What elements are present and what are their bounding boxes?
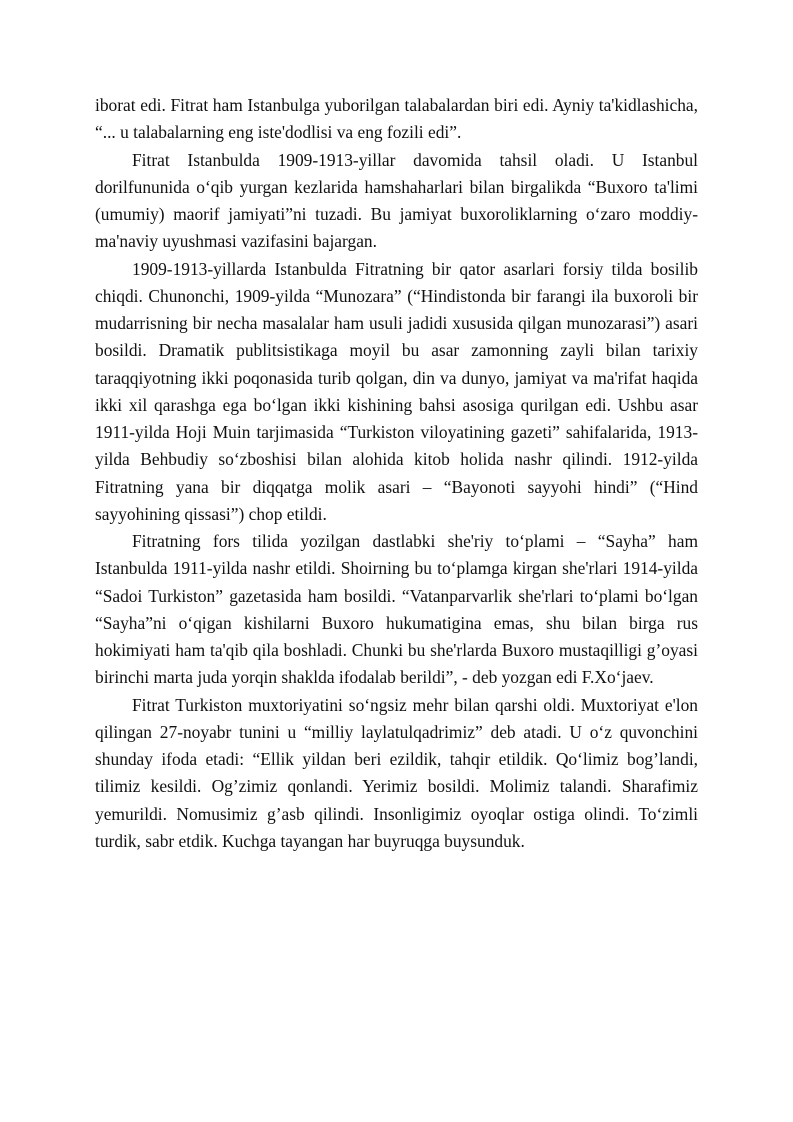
document-page <box>95 92 698 855</box>
paragraph-1: iborat edi. Fitrat ham Istanbulga yuborilgan talabalardan biri edi. Ayniy ta'kidlashicha, “... u talabalarning eng iste'dodlisi va eng fozili edi”. <box>95 95 698 143</box>
paragraph-4: Fitratning fors tilida yozilgan dastlabki she'riy toʻplami – “Sayha” ham Istanbulda 1911-yilda nashr etildi. Shoirning bu toʻplamga kirgan she'rlari 1914-yilda “Sadoi Turkiston” gazetasida ham bosildi. “Vatanparvarlik she'rlari toʻplami boʻlgan “Sayha”ni oʻqigan kishilarni Buxoro hukumatigina emas, shu bilan birga rus hokimiyati ham ta'qib qila boshladi. Chunki bu she'rlarda Buxoro mustaqilligi g’oyasi birinchi marta juda yorqin shaklda ifodalab berildi”, - deb yozgan edi F.Xoʻjaev. <box>95 531 698 688</box>
paragraph-2: Fitrat Istanbulda 1909-1913-yillar davomida tahsil oladi. U Istanbul dorilfununida oʻqib yurgan kezlarida hamshaharlari bilan birgalikda “Buxoro ta'limi (umumiy) maorif jamiyati”ni tuzadi. Bu jamiyat buxoroliklarning oʻzaro moddiy-ma'naviy uyushmasi vazifasini bajargan. <box>95 149 698 252</box>
paragraph-3: 1909-1913-yillarda Istanbulda Fitratning bir qator asarlari forsiy tilda bosilib chiqdi. Chunonchi, 1909-yilda “Munozara” (“Hindistonda bir farangi ila buxoroli bir mudarrisning bir necha masalalar ham usuli jadidi xususida qilgan munozarasi”) asari bosildi. Dramatik publitsistikaga moyil bu asar zamonning zayli bilan tarixiy taraqqiyotning ikki poqonasida turib qolgan, din va dunyo, jamiyat va ma'rifat haqida ikki xil qarashga ega boʻlgan ikki kishining bahsi asosiga qurilgan edi. Ushbu asar 1911-yilda Hoji Muin tarjimasida “Turkiston viloyatining gazeti” sahifalarida, 1913-yilda Behbudiy soʻzboshisi bilan alohida kitob holida nashr qilindi. 1912-yilda Fitratning yana bir diqqatga molik asari – “Bayonoti sayyohi hindi” (“Hind sayyohining qissasi”) chop etildi. <box>95 258 698 524</box>
paragraph-5: Fitrat Turkiston muxtoriyatini soʻngsiz mehr bilan qarshi oldi. Muxtoriyat e'lon qilingan 27-noyabr tunini u “milliy laylatulqadrimiz” deb atadi. U oʻz quvonchini shunday ifoda etadi: “Ellik yildan beri ezildik, tahqir etildik. Qoʻlimiz bog’landi, tilimiz kesildi. Og’zimiz qonlandi. Yerimiz bosildi. Molimiz talandi. Sharafimiz yemurildi. Nomusimiz g’asb qilindi. Insonligimiz oyoqlar ostiga olindi. Toʻzimli turdik, sabr etdik. Kuchga tayangan har buyruqga buysunduk. <box>95 694 698 851</box>
